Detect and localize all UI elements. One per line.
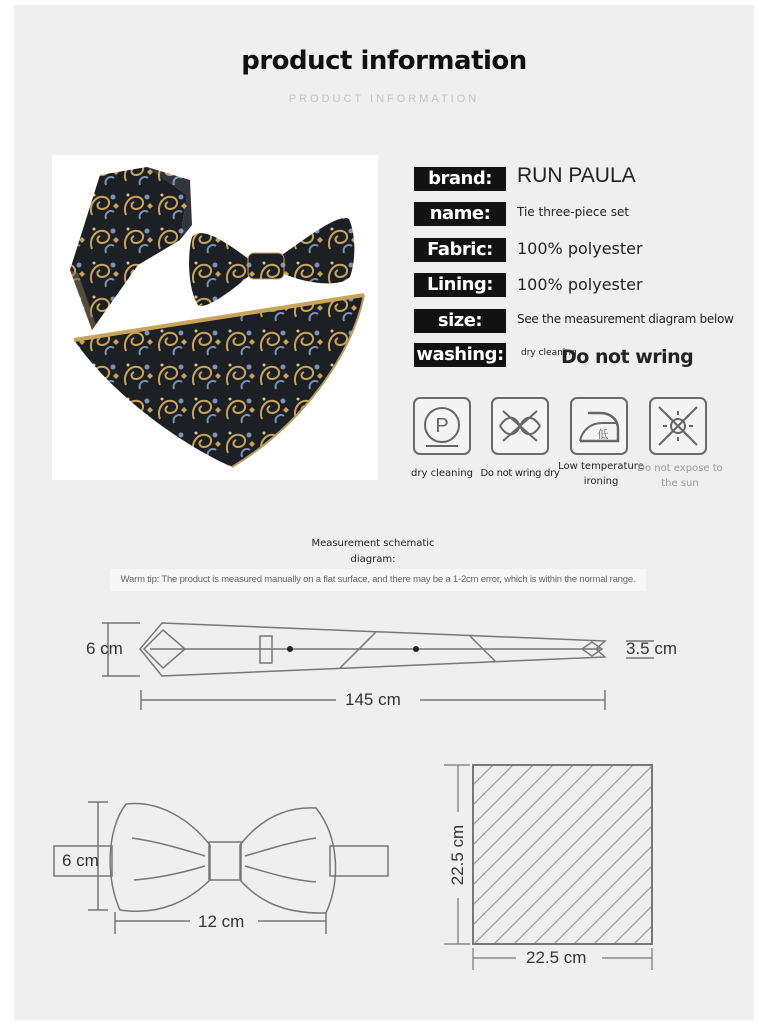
brand-label: brand: (414, 167, 506, 191)
name-value: Tie three-piece set (517, 205, 630, 219)
care-label-do-not-wring: Do not wring dry (480, 468, 560, 479)
lining-label: Lining: (414, 273, 506, 297)
pocket-square-diagram (444, 765, 768, 970)
tie-dot-1 (287, 646, 293, 652)
fabric-value: 100% polyester (517, 239, 643, 258)
washing-label: washing: (414, 343, 506, 367)
tie-tail-width-label: 3.5 cm (626, 639, 678, 658)
bowtie-height-label: 6 cm (62, 851, 99, 870)
washing-value-small: dry cleaning (521, 348, 577, 358)
size-label: size: (414, 309, 506, 333)
care-label-low-temp-ironing: Low temperature ironing (558, 461, 644, 487)
schematic-title-line1: Measurement schematic (311, 538, 435, 549)
tie-length-label: 145 cm (345, 690, 401, 709)
bowtie-width-label: 12 cm (198, 912, 245, 931)
care-label-no-sun: Do not expose to the sun (637, 463, 723, 489)
page-title: product information (241, 46, 527, 76)
svg-text:低: 低 (597, 428, 609, 441)
tie-dot-2 (413, 646, 419, 652)
size-value: See the measurement diagram below (517, 312, 734, 326)
brand-value: RUN PAULA (517, 164, 636, 187)
tie-width-label: 6 cm (86, 639, 123, 658)
schematic-title-line2: diagram: (350, 554, 396, 565)
page-subtitle: PRODUCT INFORMATION (288, 93, 480, 105)
square-width-label: 22.5 cm (526, 948, 587, 967)
svg-text:P: P (435, 415, 449, 437)
square-height-label: 22.5 cm (448, 824, 467, 886)
warm-tip: Warm tip: The product is measured manually on a flat surface, and there may be a 1-2cm error, which is within the normal range. (110, 569, 646, 591)
name-label: name: (414, 202, 506, 226)
washing-value-large: Do not wring (561, 346, 694, 368)
fabric-label: Fabric: (414, 238, 506, 262)
care-label-dry-cleaning: dry cleaning (411, 468, 473, 479)
lining-value: 100% polyester (517, 275, 643, 294)
